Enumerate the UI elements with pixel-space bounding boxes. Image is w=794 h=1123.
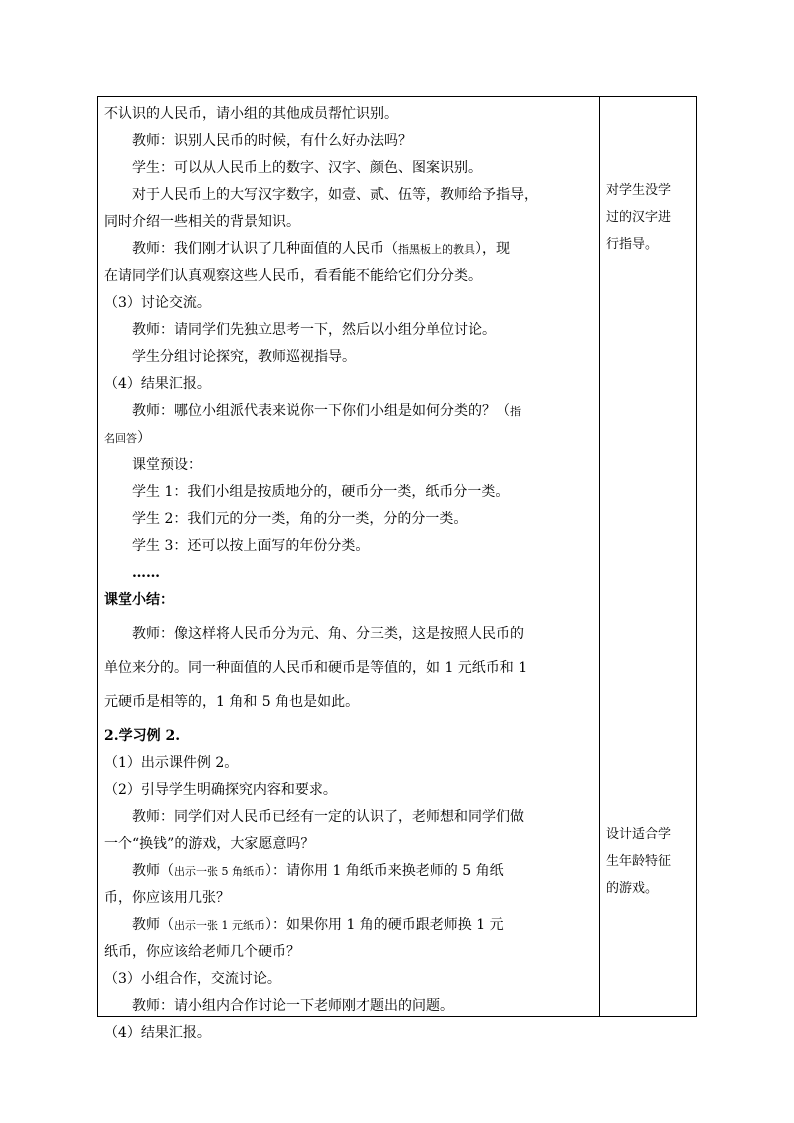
text-line: 学生分组讨论探究，教师巡视指导。 bbox=[132, 349, 356, 365]
text-line: 对于人民币上的大写汉字数字，如壹、贰、伍等，教师给予指导， bbox=[132, 187, 538, 203]
text-line: 币，你应该用几张？ bbox=[104, 890, 230, 906]
text-line: 教师：识别人民币的时候，有什么好办法吗？ bbox=[132, 133, 412, 149]
summary-heading: 课堂小结： bbox=[104, 592, 174, 608]
section-heading: （4）结果汇报。 bbox=[104, 1025, 211, 1041]
text-line: （1）出示课件例 2。 bbox=[104, 755, 239, 771]
text-line: 学生：可以从人民币上的数字、汉字、颜色、图案识别。 bbox=[132, 160, 482, 176]
section-heading: （3）讨论交流。 bbox=[104, 295, 211, 311]
text-line: 教师：请同学们先独立思考一下，然后以小组分单位讨论。 bbox=[132, 322, 496, 338]
text-line: 教师：像这样将人民币分为元、角、分三类，这是按照人民币的 bbox=[132, 626, 524, 642]
section-heading: 2.学习例 2. bbox=[104, 728, 181, 744]
side-note-line: 对学生没学 bbox=[606, 183, 672, 198]
text-line: 课堂预设： bbox=[132, 457, 202, 473]
side-note-2 bbox=[606, 821, 694, 902]
text-line: 名回答） bbox=[104, 430, 151, 446]
text-line: 教师：我们刚才认识了几种面值的人民币（指黑板上的教具），现 bbox=[132, 241, 510, 257]
lesson-content bbox=[104, 101, 594, 1047]
text-line: 学生 3：还可以按上面写的年份分类。 bbox=[132, 538, 370, 554]
side-note-line: 的游戏。 bbox=[606, 881, 659, 896]
text-line: 教师：请小组内合作讨论一下老师刚才题出的问题。 bbox=[132, 998, 454, 1014]
text-line: 纸币，你应该给老师几个硬币？ bbox=[104, 944, 300, 960]
text-line: 学生 1：我们小组是按质地分的，硬币分一类，纸币分一类。 bbox=[132, 484, 510, 500]
text-line: 教师（出示一张 5 角纸币）：请你用 1 角纸币来换老师的 5 角纸 bbox=[132, 863, 504, 879]
section-heading: （3）小组合作，交流讨论。 bbox=[104, 971, 281, 987]
text-line: 教师（出示一张 1 元纸币）：如果你用 1 角的硬币跟老师换 1 元 bbox=[132, 917, 504, 933]
text-line: 元硬币是相等的，1 角和 5 角也是如此。 bbox=[104, 694, 360, 710]
text-line: 教师：同学们对人民币已经有一定的认识了，老师想和同学们做 bbox=[132, 809, 524, 825]
side-note-1 bbox=[606, 177, 694, 258]
text-line: 学生 2：我们元的分一类，角的分一类，分的分一类。 bbox=[132, 511, 468, 527]
side-note-line: 行指导。 bbox=[606, 237, 659, 252]
column-divider bbox=[599, 97, 600, 1016]
lesson-table bbox=[97, 96, 697, 1041]
text-line: 一个“换钱”的游戏，大家愿意吗？ bbox=[104, 836, 315, 852]
section-heading: （4）结果汇报。 bbox=[104, 376, 211, 392]
side-note-line: 设计适合学 bbox=[606, 827, 672, 842]
text-line: 同时介绍一些相关的背景知识。 bbox=[104, 214, 300, 230]
ellipsis: …… bbox=[132, 565, 160, 581]
text-line: 不认识的人民币，请小组的其他成员帮忙识别。 bbox=[104, 106, 398, 122]
text-line: 单位来分的。同一种面值的人民币和硬币是等值的，如 1 元纸币和 1 bbox=[104, 660, 528, 676]
text-line: （2）引导学生明确探究内容和要求。 bbox=[104, 782, 337, 798]
text-line: 在请同学们认真观察这些人民币，看看能不能给它们分分类。 bbox=[104, 268, 482, 284]
text-line: 教师：哪位小组派代表来说你一下你们小组是如何分类的？（指 bbox=[132, 403, 521, 419]
side-note-line: 过的汉字进 bbox=[606, 210, 672, 225]
side-note-line: 生年龄特征 bbox=[606, 854, 672, 869]
